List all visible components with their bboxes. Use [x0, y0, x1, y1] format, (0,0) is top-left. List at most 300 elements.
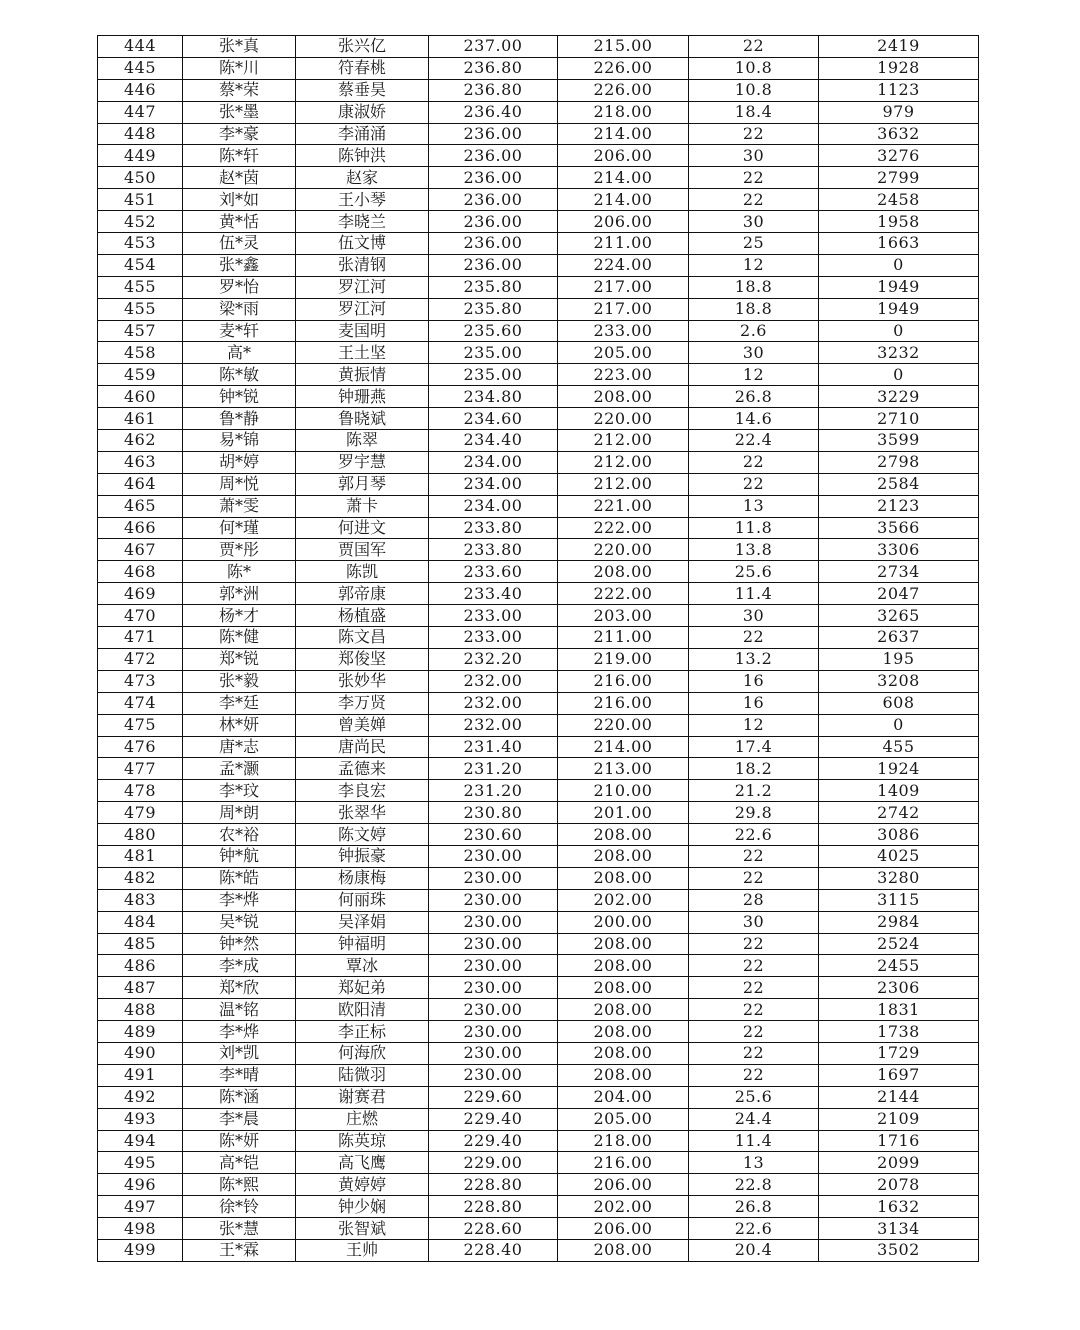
total-score-cell: 236.00 — [429, 233, 558, 255]
table-row — [98, 1064, 979, 1086]
distance-cell: 3232 — [819, 342, 979, 364]
distance-cell: 2637 — [819, 627, 979, 649]
base-score-cell: 222.00 — [558, 583, 689, 605]
student-name-cell: 刘*凯 — [183, 1042, 296, 1064]
table-body — [98, 36, 979, 1262]
rank-cell: 461 — [98, 408, 183, 430]
student-name-cell: 周*朗 — [183, 802, 296, 824]
total-score-cell: 228.60 — [429, 1218, 558, 1240]
base-score-cell: 208.00 — [558, 824, 689, 846]
bonus-score-cell: 22 — [689, 845, 819, 867]
bonus-score-cell: 22 — [689, 36, 819, 58]
table-row — [98, 1086, 979, 1108]
rank-cell: 449 — [98, 145, 183, 167]
guardian-name-cell: 陈文婷 — [296, 824, 429, 846]
total-score-cell: 235.80 — [429, 298, 558, 320]
distance-cell: 3599 — [819, 430, 979, 452]
guardian-name-cell: 伍文博 — [296, 233, 429, 255]
table-row — [98, 57, 979, 79]
guardian-name-cell: 钟珊燕 — [296, 386, 429, 408]
student-name-cell: 李*玟 — [183, 780, 296, 802]
distance-cell: 2419 — [819, 36, 979, 58]
distance-cell: 2109 — [819, 1108, 979, 1130]
distance-cell: 3280 — [819, 867, 979, 889]
bonus-score-cell: 22 — [689, 999, 819, 1021]
rank-cell: 464 — [98, 473, 183, 495]
rank-cell: 479 — [98, 802, 183, 824]
table-row — [98, 999, 979, 1021]
rank-cell: 462 — [98, 430, 183, 452]
total-score-cell: 233.00 — [429, 605, 558, 627]
rank-cell: 497 — [98, 1196, 183, 1218]
student-name-cell: 李*烨 — [183, 889, 296, 911]
bonus-score-cell: 22 — [689, 933, 819, 955]
distance-cell: 2798 — [819, 451, 979, 473]
table-row — [98, 670, 979, 692]
bonus-score-cell: 16 — [689, 692, 819, 714]
distance-cell: 0 — [819, 364, 979, 386]
student-name-cell: 高* — [183, 342, 296, 364]
total-score-cell: 231.20 — [429, 780, 558, 802]
rank-cell: 498 — [98, 1218, 183, 1240]
student-name-cell: 罗*怡 — [183, 276, 296, 298]
base-score-cell: 218.00 — [558, 101, 689, 123]
total-score-cell: 229.60 — [429, 1086, 558, 1108]
guardian-name-cell: 康淑娇 — [296, 101, 429, 123]
bonus-score-cell: 16 — [689, 670, 819, 692]
base-score-cell: 200.00 — [558, 911, 689, 933]
rank-cell: 466 — [98, 517, 183, 539]
table-row — [98, 123, 979, 145]
rank-cell: 480 — [98, 824, 183, 846]
rank-cell: 445 — [98, 57, 183, 79]
base-score-cell: 206.00 — [558, 1218, 689, 1240]
table-row — [98, 386, 979, 408]
distance-cell: 1738 — [819, 1021, 979, 1043]
table-row — [98, 977, 979, 999]
table-row — [98, 627, 979, 649]
total-score-cell: 234.00 — [429, 451, 558, 473]
rank-cell: 484 — [98, 911, 183, 933]
table-row — [98, 145, 979, 167]
rank-cell: 467 — [98, 539, 183, 561]
bonus-score-cell: 18.8 — [689, 298, 819, 320]
student-name-cell: 李*晴 — [183, 1064, 296, 1086]
guardian-name-cell: 张兴亿 — [296, 36, 429, 58]
rank-cell: 450 — [98, 167, 183, 189]
guardian-name-cell: 黄振情 — [296, 364, 429, 386]
bonus-score-cell: 22.6 — [689, 824, 819, 846]
bonus-score-cell: 22 — [689, 977, 819, 999]
total-score-cell: 236.00 — [429, 189, 558, 211]
distance-cell: 1409 — [819, 780, 979, 802]
rank-cell: 459 — [98, 364, 183, 386]
base-score-cell: 208.00 — [558, 977, 689, 999]
table-row — [98, 1021, 979, 1043]
table-row — [98, 320, 979, 342]
student-name-cell: 周*悦 — [183, 473, 296, 495]
bonus-score-cell: 30 — [689, 145, 819, 167]
student-name-cell: 伍*灵 — [183, 233, 296, 255]
bonus-score-cell: 10.8 — [689, 57, 819, 79]
table-row — [98, 1196, 979, 1218]
rank-cell: 448 — [98, 123, 183, 145]
student-name-cell: 郑*欣 — [183, 977, 296, 999]
table-row — [98, 189, 979, 211]
table-row — [98, 495, 979, 517]
distance-cell: 1949 — [819, 276, 979, 298]
guardian-name-cell: 黄婷婷 — [296, 1174, 429, 1196]
guardian-name-cell: 欧阳清 — [296, 999, 429, 1021]
bonus-score-cell: 18.4 — [689, 101, 819, 123]
student-name-cell: 钟*航 — [183, 845, 296, 867]
guardian-name-cell: 张妙华 — [296, 670, 429, 692]
total-score-cell: 236.00 — [429, 254, 558, 276]
base-score-cell: 202.00 — [558, 889, 689, 911]
guardian-name-cell: 钟振豪 — [296, 845, 429, 867]
total-score-cell: 236.40 — [429, 101, 558, 123]
total-score-cell: 231.40 — [429, 736, 558, 758]
base-score-cell: 226.00 — [558, 57, 689, 79]
base-score-cell: 214.00 — [558, 123, 689, 145]
total-score-cell: 230.00 — [429, 1042, 558, 1064]
rank-cell: 463 — [98, 451, 183, 473]
base-score-cell: 206.00 — [558, 211, 689, 233]
total-score-cell: 233.40 — [429, 583, 558, 605]
guardian-name-cell: 罗宇慧 — [296, 451, 429, 473]
bonus-score-cell: 13.2 — [689, 648, 819, 670]
bonus-score-cell: 22 — [689, 955, 819, 977]
total-score-cell: 236.80 — [429, 79, 558, 101]
distance-cell: 2123 — [819, 495, 979, 517]
bonus-score-cell: 20.4 — [689, 1239, 819, 1261]
student-name-cell: 农*裕 — [183, 824, 296, 846]
table-row — [98, 430, 979, 452]
rank-cell: 471 — [98, 627, 183, 649]
total-score-cell: 230.00 — [429, 977, 558, 999]
total-score-cell: 235.80 — [429, 276, 558, 298]
distance-cell: 2984 — [819, 911, 979, 933]
distance-cell: 1663 — [819, 233, 979, 255]
distance-cell: 0 — [819, 714, 979, 736]
table-row — [98, 1152, 979, 1174]
bonus-score-cell: 22 — [689, 451, 819, 473]
total-score-cell: 237.00 — [429, 36, 558, 58]
total-score-cell: 230.80 — [429, 802, 558, 824]
student-name-cell: 贾*彤 — [183, 539, 296, 561]
student-name-cell: 李*廷 — [183, 692, 296, 714]
base-score-cell: 201.00 — [558, 802, 689, 824]
table-row — [98, 408, 979, 430]
student-name-cell: 吴*锐 — [183, 911, 296, 933]
total-score-cell: 230.00 — [429, 1064, 558, 1086]
base-score-cell: 219.00 — [558, 648, 689, 670]
student-name-cell: 李*晨 — [183, 1108, 296, 1130]
guardian-name-cell: 陈钟洪 — [296, 145, 429, 167]
guardian-name-cell: 高飞鹰 — [296, 1152, 429, 1174]
base-score-cell: 224.00 — [558, 254, 689, 276]
student-name-cell: 陈*涵 — [183, 1086, 296, 1108]
base-score-cell: 221.00 — [558, 495, 689, 517]
rank-cell: 499 — [98, 1239, 183, 1261]
base-score-cell: 220.00 — [558, 408, 689, 430]
total-score-cell: 230.00 — [429, 845, 558, 867]
table-row — [98, 561, 979, 583]
student-name-cell: 陈*熙 — [183, 1174, 296, 1196]
bonus-score-cell: 22 — [689, 627, 819, 649]
guardian-name-cell: 郭帝康 — [296, 583, 429, 605]
base-score-cell: 218.00 — [558, 1130, 689, 1152]
base-score-cell: 208.00 — [558, 955, 689, 977]
guardian-name-cell: 何进文 — [296, 517, 429, 539]
student-name-cell: 蔡*荣 — [183, 79, 296, 101]
distance-cell: 3208 — [819, 670, 979, 692]
student-name-cell: 何*瑾 — [183, 517, 296, 539]
bonus-score-cell: 2.6 — [689, 320, 819, 342]
table-row — [98, 1042, 979, 1064]
guardian-name-cell: 覃冰 — [296, 955, 429, 977]
base-score-cell: 220.00 — [558, 539, 689, 561]
rank-cell: 476 — [98, 736, 183, 758]
student-name-cell: 李*豪 — [183, 123, 296, 145]
distance-cell: 1697 — [819, 1064, 979, 1086]
guardian-name-cell: 蔡垂昊 — [296, 79, 429, 101]
table-row — [98, 648, 979, 670]
total-score-cell: 232.00 — [429, 670, 558, 692]
guardian-name-cell: 符春桃 — [296, 57, 429, 79]
bonus-score-cell: 22 — [689, 123, 819, 145]
distance-cell: 1716 — [819, 1130, 979, 1152]
distance-cell: 0 — [819, 254, 979, 276]
distance-cell: 1831 — [819, 999, 979, 1021]
rank-cell: 496 — [98, 1174, 183, 1196]
bonus-score-cell: 12 — [689, 714, 819, 736]
student-name-cell: 王*霖 — [183, 1239, 296, 1261]
guardian-name-cell: 张清钢 — [296, 254, 429, 276]
base-score-cell: 208.00 — [558, 1064, 689, 1086]
distance-cell: 3134 — [819, 1218, 979, 1240]
table-row — [98, 824, 979, 846]
bonus-score-cell: 22 — [689, 1064, 819, 1086]
distance-cell: 1924 — [819, 758, 979, 780]
rank-cell: 447 — [98, 101, 183, 123]
base-score-cell: 208.00 — [558, 561, 689, 583]
student-name-cell: 张*毅 — [183, 670, 296, 692]
student-name-cell: 陈*妍 — [183, 1130, 296, 1152]
base-score-cell: 215.00 — [558, 36, 689, 58]
guardian-name-cell: 鲁晓斌 — [296, 408, 429, 430]
table-row — [98, 605, 979, 627]
rank-cell: 490 — [98, 1042, 183, 1064]
base-score-cell: 222.00 — [558, 517, 689, 539]
table-row — [98, 254, 979, 276]
base-score-cell: 203.00 — [558, 605, 689, 627]
total-score-cell: 230.00 — [429, 867, 558, 889]
base-score-cell: 223.00 — [558, 364, 689, 386]
distance-cell: 0 — [819, 320, 979, 342]
distance-cell: 2524 — [819, 933, 979, 955]
student-name-cell: 李*成 — [183, 955, 296, 977]
base-score-cell: 214.00 — [558, 189, 689, 211]
guardian-name-cell: 李良宏 — [296, 780, 429, 802]
total-score-cell: 230.00 — [429, 911, 558, 933]
student-name-cell: 高*铠 — [183, 1152, 296, 1174]
table-row — [98, 473, 979, 495]
base-score-cell: 208.00 — [558, 1021, 689, 1043]
student-name-cell: 孟*灏 — [183, 758, 296, 780]
total-score-cell: 228.80 — [429, 1196, 558, 1218]
total-score-cell: 234.00 — [429, 495, 558, 517]
guardian-name-cell: 王小琴 — [296, 189, 429, 211]
guardian-name-cell: 庄燃 — [296, 1108, 429, 1130]
bonus-score-cell: 13 — [689, 495, 819, 517]
bonus-score-cell: 22 — [689, 473, 819, 495]
student-name-cell: 萧*雯 — [183, 495, 296, 517]
student-name-cell: 林*妍 — [183, 714, 296, 736]
rank-cell: 488 — [98, 999, 183, 1021]
table-row — [98, 955, 979, 977]
bonus-score-cell: 26.8 — [689, 1196, 819, 1218]
guardian-name-cell: 钟少娴 — [296, 1196, 429, 1218]
table-row — [98, 889, 979, 911]
base-score-cell: 217.00 — [558, 298, 689, 320]
rank-cell: 477 — [98, 758, 183, 780]
total-score-cell: 236.80 — [429, 57, 558, 79]
table-row — [98, 692, 979, 714]
base-score-cell: 206.00 — [558, 1174, 689, 1196]
student-name-cell: 李*烨 — [183, 1021, 296, 1043]
rank-cell: 460 — [98, 386, 183, 408]
student-name-cell: 唐*志 — [183, 736, 296, 758]
student-name-cell: 鲁*静 — [183, 408, 296, 430]
bonus-score-cell: 22 — [689, 189, 819, 211]
rank-cell: 446 — [98, 79, 183, 101]
bonus-score-cell: 14.6 — [689, 408, 819, 430]
bonus-score-cell: 25 — [689, 233, 819, 255]
guardian-name-cell: 钟福明 — [296, 933, 429, 955]
bonus-score-cell: 21.2 — [689, 780, 819, 802]
guardian-name-cell: 陈凯 — [296, 561, 429, 583]
guardian-name-cell: 萧卡 — [296, 495, 429, 517]
total-score-cell: 229.40 — [429, 1108, 558, 1130]
total-score-cell: 230.00 — [429, 1021, 558, 1043]
guardian-name-cell: 李正标 — [296, 1021, 429, 1043]
distance-cell: 3306 — [819, 539, 979, 561]
table-row — [98, 364, 979, 386]
bonus-score-cell: 30 — [689, 342, 819, 364]
base-score-cell: 233.00 — [558, 320, 689, 342]
guardian-name-cell: 王帅 — [296, 1239, 429, 1261]
guardian-name-cell: 张智斌 — [296, 1218, 429, 1240]
total-score-cell: 236.00 — [429, 123, 558, 145]
table-row — [98, 1108, 979, 1130]
guardian-name-cell: 杨植盛 — [296, 605, 429, 627]
table-row — [98, 451, 979, 473]
distance-cell: 1949 — [819, 298, 979, 320]
base-score-cell: 208.00 — [558, 1239, 689, 1261]
total-score-cell: 236.00 — [429, 167, 558, 189]
table-row — [98, 758, 979, 780]
bonus-score-cell: 30 — [689, 605, 819, 627]
bonus-score-cell: 25.6 — [689, 1086, 819, 1108]
rank-cell: 481 — [98, 845, 183, 867]
base-score-cell: 216.00 — [558, 670, 689, 692]
total-score-cell: 235.00 — [429, 364, 558, 386]
student-name-cell: 赵*茵 — [183, 167, 296, 189]
student-name-cell: 陈*川 — [183, 57, 296, 79]
bonus-score-cell: 13.8 — [689, 539, 819, 561]
table-row — [98, 167, 979, 189]
score-table — [97, 35, 979, 1262]
total-score-cell: 228.40 — [429, 1239, 558, 1261]
bonus-score-cell: 22.8 — [689, 1174, 819, 1196]
bonus-score-cell: 28 — [689, 889, 819, 911]
rank-cell: 455 — [98, 298, 183, 320]
distance-cell: 2584 — [819, 473, 979, 495]
total-score-cell: 234.40 — [429, 430, 558, 452]
student-name-cell: 钟*然 — [183, 933, 296, 955]
student-name-cell: 胡*婷 — [183, 451, 296, 473]
rank-cell: 458 — [98, 342, 183, 364]
student-name-cell: 张*鑫 — [183, 254, 296, 276]
student-name-cell: 陈* — [183, 561, 296, 583]
rank-cell: 487 — [98, 977, 183, 999]
guardian-name-cell: 唐尚民 — [296, 736, 429, 758]
total-score-cell: 232.20 — [429, 648, 558, 670]
rank-cell: 473 — [98, 670, 183, 692]
bonus-score-cell: 11.8 — [689, 517, 819, 539]
base-score-cell: 208.00 — [558, 867, 689, 889]
student-name-cell: 徐*铃 — [183, 1196, 296, 1218]
table-row — [98, 1174, 979, 1196]
bonus-score-cell: 12 — [689, 254, 819, 276]
bonus-score-cell: 30 — [689, 211, 819, 233]
total-score-cell: 236.00 — [429, 145, 558, 167]
distance-cell: 455 — [819, 736, 979, 758]
rank-cell: 483 — [98, 889, 183, 911]
table-row — [98, 867, 979, 889]
guardian-name-cell: 郭月琴 — [296, 473, 429, 495]
guardian-name-cell: 谢赛君 — [296, 1086, 429, 1108]
bonus-score-cell: 11.4 — [689, 583, 819, 605]
bonus-score-cell: 13 — [689, 1152, 819, 1174]
total-score-cell: 233.60 — [429, 561, 558, 583]
base-score-cell: 226.00 — [558, 79, 689, 101]
table-row — [98, 911, 979, 933]
distance-cell: 2099 — [819, 1152, 979, 1174]
table-row — [98, 298, 979, 320]
rank-cell: 485 — [98, 933, 183, 955]
distance-cell: 2144 — [819, 1086, 979, 1108]
guardian-name-cell: 李晓兰 — [296, 211, 429, 233]
base-score-cell: 211.00 — [558, 233, 689, 255]
guardian-name-cell: 李万贤 — [296, 692, 429, 714]
distance-cell: 3265 — [819, 605, 979, 627]
table-row — [98, 36, 979, 58]
total-score-cell: 233.80 — [429, 539, 558, 561]
bonus-score-cell: 25.6 — [689, 561, 819, 583]
guardian-name-cell: 郑妃弟 — [296, 977, 429, 999]
distance-cell: 2455 — [819, 955, 979, 977]
student-name-cell: 刘*如 — [183, 189, 296, 211]
student-name-cell: 易*锦 — [183, 430, 296, 452]
student-name-cell: 钟*锐 — [183, 386, 296, 408]
rank-cell: 444 — [98, 36, 183, 58]
base-score-cell: 212.00 — [558, 473, 689, 495]
bonus-score-cell: 10.8 — [689, 79, 819, 101]
table-row — [98, 79, 979, 101]
distance-cell: 1928 — [819, 57, 979, 79]
